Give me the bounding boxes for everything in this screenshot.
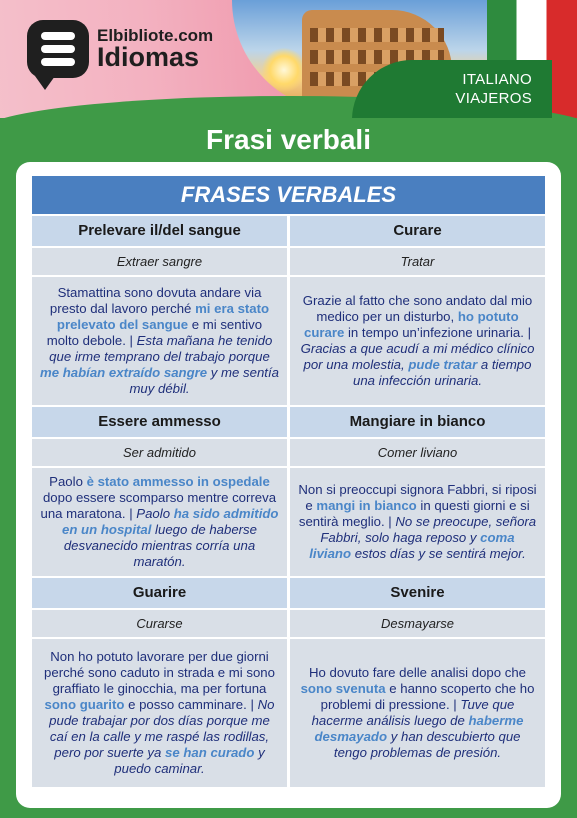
example-cell (32, 277, 287, 405)
example-cell (32, 639, 287, 787)
example-text (40, 649, 279, 777)
example-cell (290, 639, 545, 787)
spanish-text: No pude trabajar por dos días porque me caí en la calle y me raspé las rodillas, pero por suerte ya (49, 697, 275, 760)
spanish-text: Tuve que hacerme análisis luego de (311, 697, 515, 728)
italian-text: e posso camminare. | (124, 697, 258, 712)
logo-site: Elbibliote.com (97, 26, 214, 45)
header-banner (0, 0, 577, 118)
spanish-text: estos días y se sentirá mejor. (351, 546, 526, 561)
badge-language: ITALIANO (462, 71, 532, 88)
italian-text: Grazie al fatto che sono andato dal mio medico per un disturbo, (302, 293, 533, 324)
spanish-text: y me sentía muy débil. (129, 365, 279, 396)
italian-text: Non si preoccupi signora Fabbri, si riposi e (298, 482, 537, 513)
italian-highlight: è stato ammesso in ospedale (86, 474, 270, 489)
badge-audience: VIAJEROS (455, 90, 532, 107)
page-title: Frasi verbali (206, 124, 371, 155)
translation-cell: Comer liviano (290, 439, 545, 466)
italian-highlight: sono svenuta (300, 681, 386, 696)
italian-text: dopo essere scomparso mentre correva una maratona. | (40, 490, 277, 521)
example-text (298, 293, 537, 389)
italian-text: e mi sentivo molto debole. | (46, 317, 263, 348)
sun-graphic (262, 48, 306, 92)
category-badge (352, 60, 552, 118)
spanish-highlight: se han curado (165, 745, 255, 760)
table-title: FRASES VERBALES (32, 176, 545, 214)
spanish-highlight: pude tratar (408, 357, 478, 372)
example-cell (290, 468, 545, 576)
example-row (32, 639, 545, 787)
spanish-text: No se preocupe, señora Fabbri, solo haga reposo y (320, 514, 537, 545)
book-logo-icon (27, 20, 89, 78)
content-card (16, 162, 561, 808)
phrase-cell: Prelevare il/del sangue (32, 216, 287, 246)
spanish-text: luego de haberse desvanecido mientras corría una maratón. (63, 522, 257, 569)
translation-cell: Tratar (290, 248, 545, 275)
spanish-highlight: me habían extraído sangre (40, 365, 208, 380)
spanish-highlight: coma liviano (309, 530, 515, 561)
example-row (32, 468, 545, 576)
phrase-header-row (32, 578, 545, 608)
example-text (298, 482, 537, 562)
spanish-text: Paolo (136, 506, 174, 521)
phrase-cell: Essere ammesso (32, 407, 287, 437)
phrase-header-row (32, 216, 545, 246)
italian-highlight: sono guarito (44, 697, 125, 712)
logo-name: Idiomas (97, 42, 200, 72)
example-row (32, 277, 545, 405)
spanish-text: a tiempo una infección urinaria. (352, 357, 532, 388)
example-cell (32, 468, 287, 576)
translation-cell: Curarse (32, 610, 287, 637)
translation-row (32, 248, 545, 275)
italian-text: Paolo (49, 474, 87, 489)
italian-text: in questi giorni e si sentirà meglio. | (298, 498, 530, 529)
spanish-text: y han descubierto que tengo problemas de presión. (333, 729, 521, 760)
phrase-cell: Svenire (290, 578, 545, 608)
italian-text: Stamattina sono dovuta andare via presto dal lavoro perché (49, 285, 262, 316)
phrases-table (32, 176, 545, 787)
translation-cell: Desmayarse (290, 610, 545, 637)
spanish-text: y puedo caminar. (114, 745, 265, 776)
spanish-text: Gracias a que acudí a mi médico clínico por una molestia, (300, 341, 535, 372)
translation-cell: Ser admitido (32, 439, 287, 466)
translation-row (32, 439, 545, 466)
phrase-cell: Curare (290, 216, 545, 246)
spanish-text: Esta mañana he tenido que irme temprano del trabajo porque (49, 333, 273, 364)
italian-text: e hanno scoperto che ho problemi di pressione. | (320, 681, 535, 712)
example-text (40, 285, 279, 397)
spanish-highlight: ha sido admitido en un hospital (62, 506, 279, 537)
phrase-cell: Guarire (32, 578, 287, 608)
translation-cell: Extraer sangre (32, 248, 287, 275)
italian-text: Ho dovuto fare delle analisi dopo che (308, 665, 526, 680)
phrase-cell: Mangiare in bianco (290, 407, 545, 437)
italian-text: Non ho potuto lavorare per due giorni perché sono caduto in strada e mi sono graffiato le ginocchia, ma per fortuna (44, 649, 275, 696)
italian-text: in tempo un’infezione urinaria. | (344, 325, 532, 340)
phrase-header-row (32, 407, 545, 437)
italian-highlight: ho potuto curare (303, 309, 519, 340)
table-body (32, 216, 545, 787)
italian-highlight: mangi in bianco (316, 498, 417, 513)
italian-highlight: mi era stato prelevato del sangue (56, 301, 270, 332)
translation-row (32, 610, 545, 637)
spanish-highlight: haberme desmayado (314, 713, 524, 744)
example-text (298, 665, 537, 761)
example-cell (290, 277, 545, 405)
example-text (40, 474, 279, 570)
